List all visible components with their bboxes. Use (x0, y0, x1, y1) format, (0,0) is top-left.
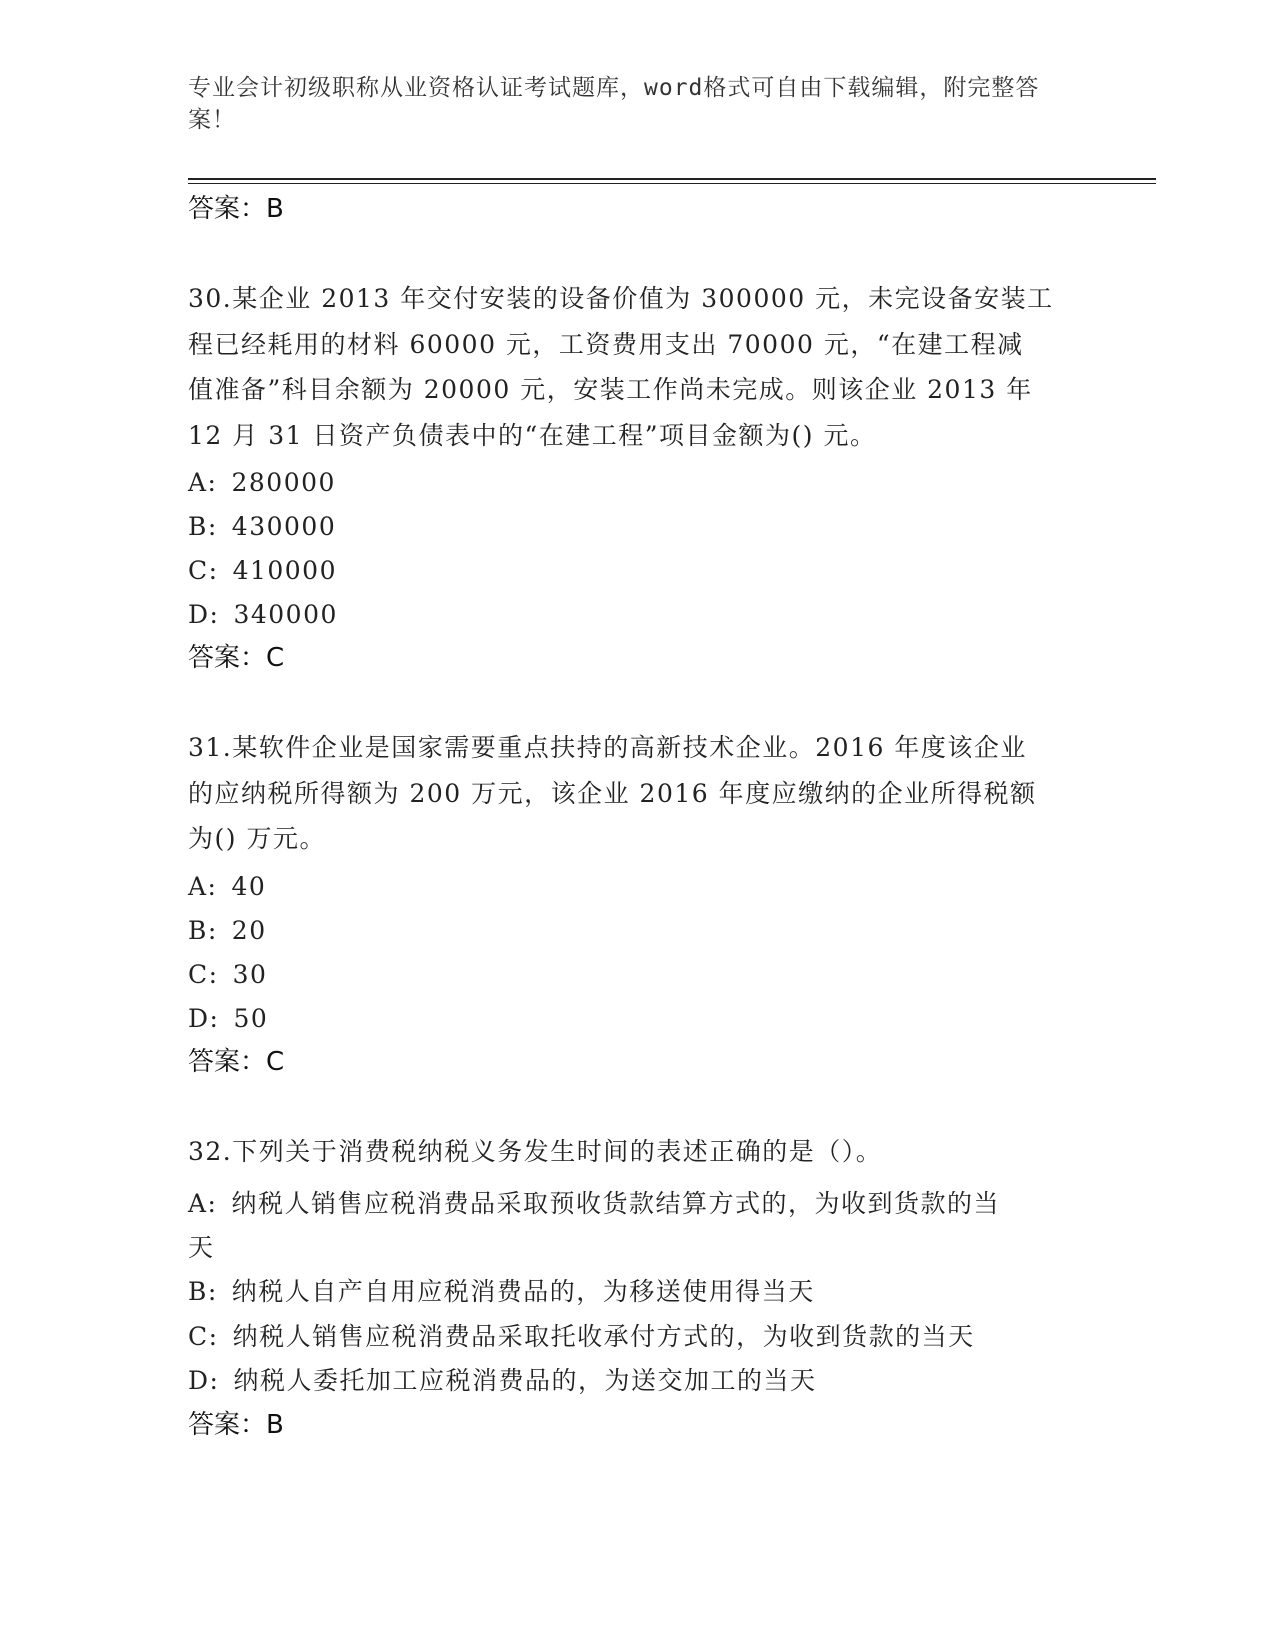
option-label: B: (188, 1277, 218, 1306)
option-text: 纳税人自产自用应税消费品的，为移送使用得当天 (231, 1277, 815, 1306)
option-b (188, 510, 336, 544)
option-b (188, 1275, 815, 1309)
option-text: 280000 (231, 468, 336, 497)
option-label: D: (188, 1366, 220, 1395)
header-line-1: 专业会计初级职称从业资格认证考试题库，word格式可自由下载编辑，附完整答 (188, 75, 1040, 101)
option-d (188, 1364, 816, 1398)
option-b (188, 914, 267, 948)
header-line-2: 案！ (188, 107, 236, 133)
header-rule-thick (188, 178, 1156, 180)
answer-31: 答案：C (188, 1047, 285, 1077)
option-d (188, 598, 338, 632)
option-label: A: (188, 872, 218, 901)
option-a (188, 466, 336, 500)
question-line: 为() 万元。 (188, 824, 326, 853)
option-text: 40 (231, 872, 267, 901)
option-label: D: (188, 600, 220, 629)
question-line: 程已经耗用的材料 60000 元，工资费用支出 70000 元，“在建工程减 (188, 329, 1024, 359)
option-text: 纳税人销售应税消费品采取预收货款结算方式的，为收到货款的当 (231, 1189, 1000, 1218)
option-c (188, 554, 337, 588)
option-text: 纳税人销售应税消费品采取托收承付方式的，为收到货款的当天 (232, 1322, 975, 1351)
page-header (188, 72, 1078, 136)
option-a (188, 870, 266, 904)
option-c (188, 958, 267, 992)
option-a (188, 1187, 1000, 1221)
question-line: 的应纳税所得额为 200 万元，该企业 2016 年度应缴纳的企业所得税额 (188, 778, 1037, 808)
header-rule-thin (188, 183, 1156, 184)
option-label: C: (188, 960, 219, 989)
answer-32: 答案：B (188, 1410, 284, 1440)
option-label: B: (188, 512, 218, 541)
option-label: C: (188, 556, 219, 585)
option-text: 30 (232, 960, 268, 989)
question-32 (188, 1129, 1088, 1175)
option-label: C: (188, 1322, 219, 1351)
option-label: A: (188, 1189, 218, 1218)
question-31 (188, 725, 1088, 862)
question-line: 12 月 31 日资产负债表中的“在建工程”项目金额为() 元。 (188, 420, 877, 450)
question-line: 32.下列关于消费税纳税义务发生时间的表述正确的是（）。 (188, 1137, 883, 1166)
option-c (188, 1320, 975, 1354)
question-30 (188, 276, 1088, 458)
question-line: 30.某企业 2013 年交付安装的设备价值为 300000 元，未完设备安装工 (188, 284, 1054, 313)
option-text: 410000 (232, 556, 337, 585)
option-label: D: (188, 1004, 220, 1033)
option-text: 340000 (233, 600, 338, 629)
answer-30: 答案：C (188, 643, 285, 673)
option-d (188, 1002, 268, 1036)
question-line: 31.某软件企业是国家需要重点扶持的高新技术企业。2016 年度该企业 (188, 733, 1027, 762)
option-a-continuation: 天 (188, 1233, 215, 1262)
option-label: A: (188, 468, 218, 497)
option-text: 50 (233, 1004, 269, 1033)
previous-answer: 答案：B (188, 194, 284, 224)
option-text: 20 (231, 916, 267, 945)
option-text: 430000 (231, 512, 337, 541)
option-text: 纳税人委托加工应税消费品的，为送交加工的当天 (233, 1366, 817, 1395)
option-label: B: (188, 916, 218, 945)
question-line: 值准备”科目余额为 20000 元，安装工作尚未完成。则该企业 2013 年 (188, 375, 1033, 404)
